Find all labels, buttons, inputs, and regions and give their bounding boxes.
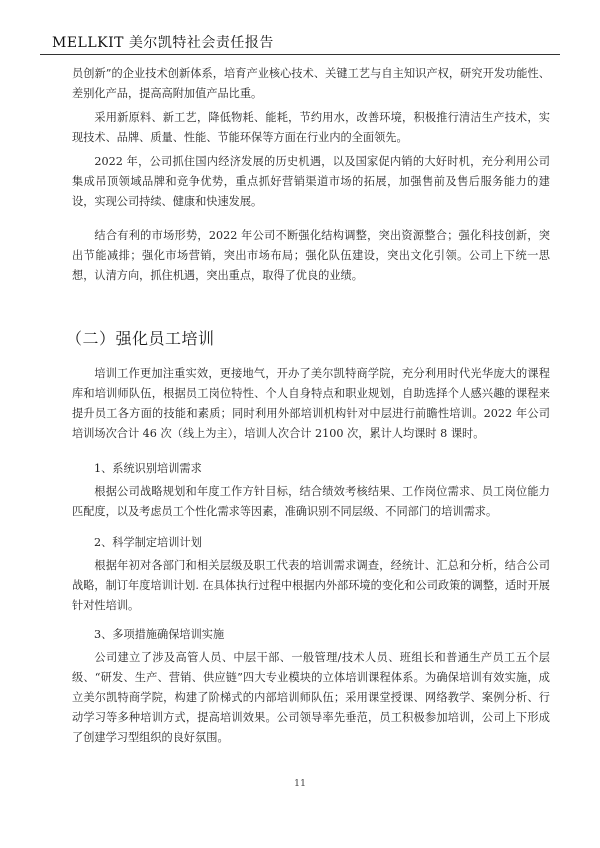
section-heading: （二）强化员工培训 [66,329,215,348]
paragraph-intro-3: 2022 年，公司抓住国内经济发展的历史机遇，以及国家促内销的大好时机，充分利用公司集成吊顶领域品牌和竞争优势，重点抓好营销渠道市场的拓展，加强售前及售后服务能力的建设，实现公司持续、健康和快速发展。 [72,155,550,208]
paragraph-identify-needs: 根据公司战略规划和年度工作方针目标，结合绩效考核结果、工作岗位需求、员工岗位能力匹配度，以及考虑员工个性化需求等因素，准确识别不同层级、不同部门的培训需求。 [72,485,550,518]
paragraph-training-implementation: 公司建立了涉及高管人员、中层干部、一般管理/技术人员、班组长和普通生产员工五个层级、“研发、生产、营销、供应链”四大专业模块的立体培训课程体系。为确保培训有效实施，成立美尔凯特商学院，构建了阶梯式的内部培训师队伍；采用课堂授课、网络教学、案例分析、行动学习等多种培训方式，提高培训效果。公司领导率先垂范，员工积极参加培训，公司上下形成了创建学习型组织的良好氛围。 [72,651,550,744]
paragraph-training-plan: 根据年初对各部门和相关层级及职工代表的培训需求调查，经统计、汇总和分析，结合公司战略，制订年度培训计划. 在具体执行过程中根据内外部环境的变化和公司政策的调整，适时开展针对性培训。 [72,559,550,612]
paragraph-intro-2: 采用新原料、新工艺，降低物耗、能耗，节约用水，改善环境，积极推行清洁生产技术，实现技术、品牌、质量、性能、节能环保等方面在行业内的全面领先。 [72,111,550,144]
paragraph-intro-4: 结合有利的市场形势，2022 年公司不断强化结构调整，突出资源整合；强化科技创新，突出节能减排；强化市场营销，突出市场布局；强化队伍建设，突出文化引领。公司上下统一思想，认清方向，抓住机遇，突出重点，取得了优良的业绩。 [72,229,550,282]
header-divider [40,54,560,55]
subheading-identify-needs: 1、系统识别培训需求 [94,462,202,475]
paragraph-intro-1: 员创新”的企业技术创新体系，培育产业核心技术、关键工艺与自主知识产权，研究开发功能性、差别化产品，提高高附加值产品比重。 [72,67,550,100]
subheading-training-plan: 2、科学制定培训计划 [94,536,202,549]
paragraph-training-overview: 培训工作更加注重实效，更接地气，开办了美尔凯特商学院，充分利用时代光华庞大的课程库和培训师队伍，根据员工岗位特性、个人自身特点和职业规划，自助选择个人感兴趣的课程来提升员工各方面的技能和素质；同时利用外部培训机构针对中层进行前瞻性培训。2022 年公司培训场次合计 46 次（线上为主），培训人次合计 2100 次，累计人均课时 8 课时。 [72,367,550,440]
page-number: 11 [293,778,307,789]
report-header: MELLKIT 美尔凯特社会责任报告 [52,35,274,51]
subheading-training-implementation: 3、多项措施确保培训实施 [94,628,225,641]
